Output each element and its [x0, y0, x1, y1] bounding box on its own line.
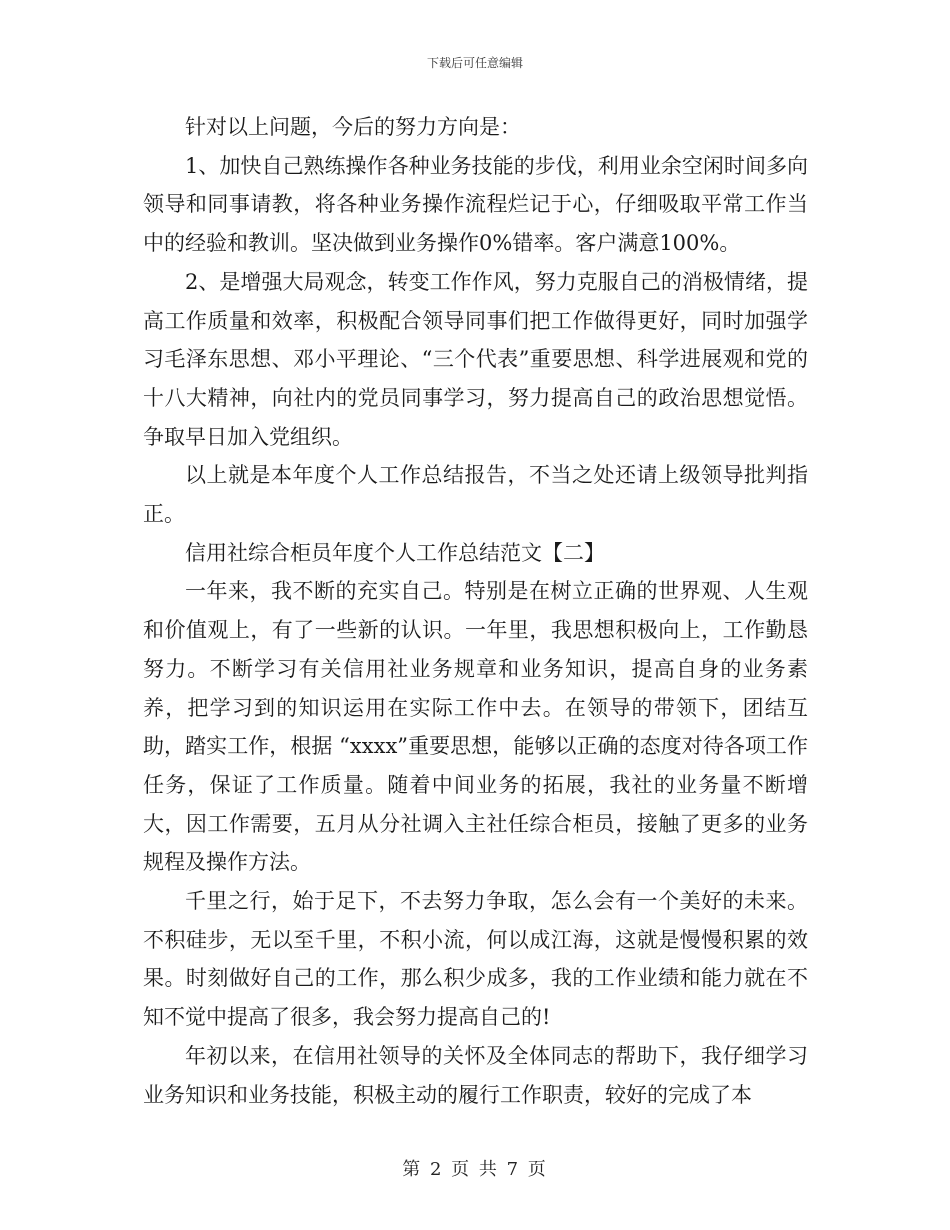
paragraph-proverb: 千里之行，始于足下，不去努力争取，怎么会有一个美好的未来。不积硅步，无以至千里，不积小流，何以成江海，这就是慢慢积累的效果。时刻做好自己的工作，那么积少成多，我的工作业绩和能力就在不知不觉中提高了很多，我会努力提高自己的!	[143, 889, 808, 1030]
page-number-footer: 第 2 页 共 7 页	[402, 1159, 548, 1180]
paragraph-point-1: 1、加快自己熟练操作各种业务技能的步伐，利用业余空闲时间多向领导和同事请教，将各种业务操作流程烂记于心，仔细吸取平常工作当中的经验和教训。坚决做到业务操作0%错率。客户满意100%。	[143, 153, 808, 256]
paragraph-year-summary: 一年来，我不断的充实自己。特别是在树立正确的世界观、人生观和价值观上，有了一些新的认识。一年里，我思想积极向上，工作勤恳努力。不断学习有关信用社业务规章和业务知识，提高自身的业务素养，把学习到的知识运用在实际工作中去。在领导的带领下，团结互助，踏实工作，根据 “xxxx”重要思想，能够以正确的态度对待各项工作任务，保证了工作质量。随着中间业务的拓展，我社的业务量不断增大，因工作需要，五月从分社调入主社任综合柜员，接触了更多的业务规程及操作方法。	[143, 579, 808, 875]
paragraph-intro: 针对以上问题，今后的努力方向是：	[185, 115, 521, 139]
page-header-note: 下载后可任意编辑	[426, 56, 523, 70]
paragraph-point-2: 2、是增强大局观念，转变工作作风，努力克服自己的消极情绪，提高工作质量和效率，积极配合领导同事们把工作做得更好，同时加强学习毛泽东思想、邓小平理论、“三个代表”重要思想、科学进展观和党的十八大精神，向社内的党员同事学习，努力提高自己的政治思想觉悟。争取早日加入党组织。	[143, 269, 808, 449]
paragraph-beginning-of-year: 年初以来，在信用社领导的关怀及全体同志的帮助下，我仔细学习业务知识和业务技能，积极主动的履行工作职责，较好的完成了本	[143, 1043, 808, 1107]
section-heading: 信用社综合柜员年度个人工作总结范文【二】	[185, 540, 605, 565]
paragraph-conclusion: 以上就是本年度个人工作总结报告，不当之处还请上级领导批判指正。	[143, 463, 808, 527]
document-body	[143, 108, 808, 1114]
